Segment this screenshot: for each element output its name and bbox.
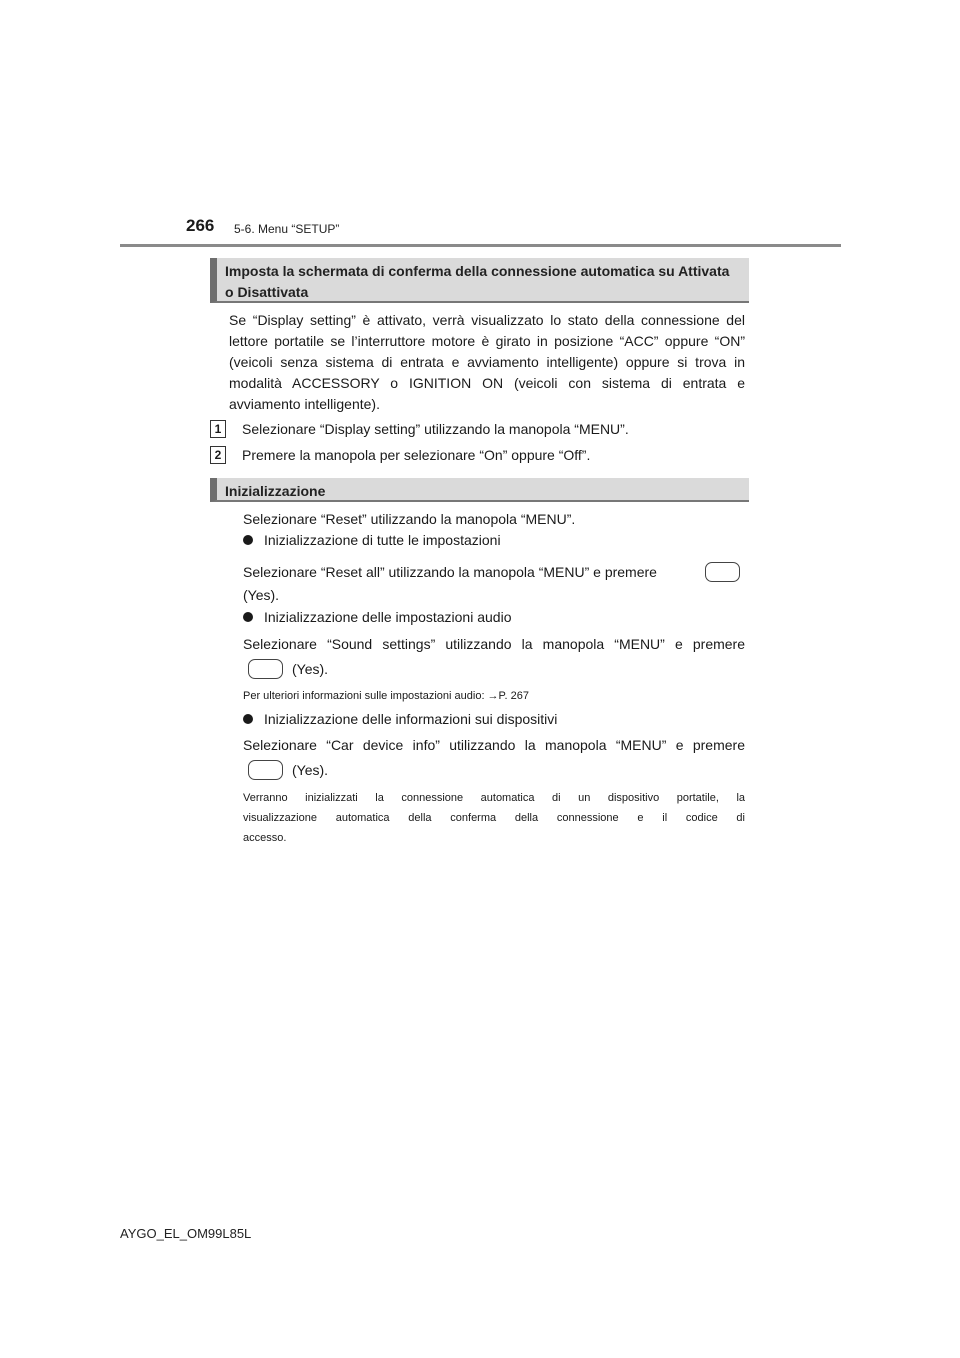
- yes-button-icon: [705, 562, 740, 582]
- bullet-instruction: Selezionare “Reset all” utilizzando la manopola “MENU” e premere: [243, 564, 657, 580]
- bullet-title: Inizializzazione di tutte le impostazioni: [264, 532, 501, 548]
- page-number: 266: [186, 216, 215, 235]
- header-divider: [120, 244, 841, 247]
- step-2: [210, 446, 750, 468]
- reset-instruction: Selezionare “Reset” utilizzando la manopola “MENU”.: [243, 511, 576, 527]
- bullet-instruction-end: (Yes).: [292, 762, 329, 778]
- step-1: [210, 420, 750, 442]
- step-number-badge: 1: [210, 420, 226, 438]
- bullet-note: Per ulteriori informazioni sulle impostazioni audio: →P. 267: [243, 690, 529, 702]
- bullet-icon: [243, 535, 253, 545]
- bullet-instruction-end: (Yes).: [292, 661, 329, 677]
- bullet-icon: [243, 612, 253, 622]
- intro-paragraph: Se “Display setting” è attivato, verrà visualizzato lo stato della connessione del lettore portatile se l’interruttore motore è girato in posizione “ACC” oppure “ON” (veicoli senza sistema di entrata e avviamento intelligente) oppure si trova in modalità ACCESSORY o IGNITION ON (veicoli con sistema di entrata e avviamento intelligente).: [229, 312, 745, 412]
- bullet-icon: [243, 714, 253, 724]
- bullet-note-line: visualizzazione automatica della conferma della connessione e il codice di: [243, 812, 745, 824]
- yes-button-icon: [248, 659, 283, 679]
- section-title: 5-6. Menu “SETUP”: [234, 222, 340, 236]
- document-code: AYGO_EL_OM99L85L: [120, 1226, 252, 1241]
- yes-button-icon: [248, 760, 283, 780]
- bullet-instruction: Selezionare “Sound settings” utilizzando la manopola “MENU” e premere: [243, 636, 745, 652]
- section-heading-auto-connection: Imposta la schermata di conferma della connessione automatica su Attivata o Disattivata: [210, 258, 749, 303]
- step-text: Selezionare “Display setting” utilizzando la manopola “MENU”.: [242, 421, 629, 437]
- bullet-title: Inizializzazione delle impostazioni audio: [264, 609, 512, 625]
- section-heading-initialization: Inizializzazione: [210, 478, 749, 502]
- bullet-note-line: accesso.: [243, 832, 287, 844]
- bullet-instruction: Selezionare “Car device info” utilizzando la manopola “MENU” e premere: [243, 737, 745, 753]
- bullet-note-line: Verranno inizializzati la connessione automatica di un dispositivo portatile, la: [243, 792, 745, 804]
- step-number-badge: 2: [210, 446, 226, 464]
- bullet-title: Inizializzazione delle informazioni sui dispositivi: [264, 711, 558, 727]
- step-text: Premere la manopola per selezionare “On” oppure “Off”.: [242, 447, 591, 463]
- bullet-instruction-end: (Yes).: [243, 587, 280, 603]
